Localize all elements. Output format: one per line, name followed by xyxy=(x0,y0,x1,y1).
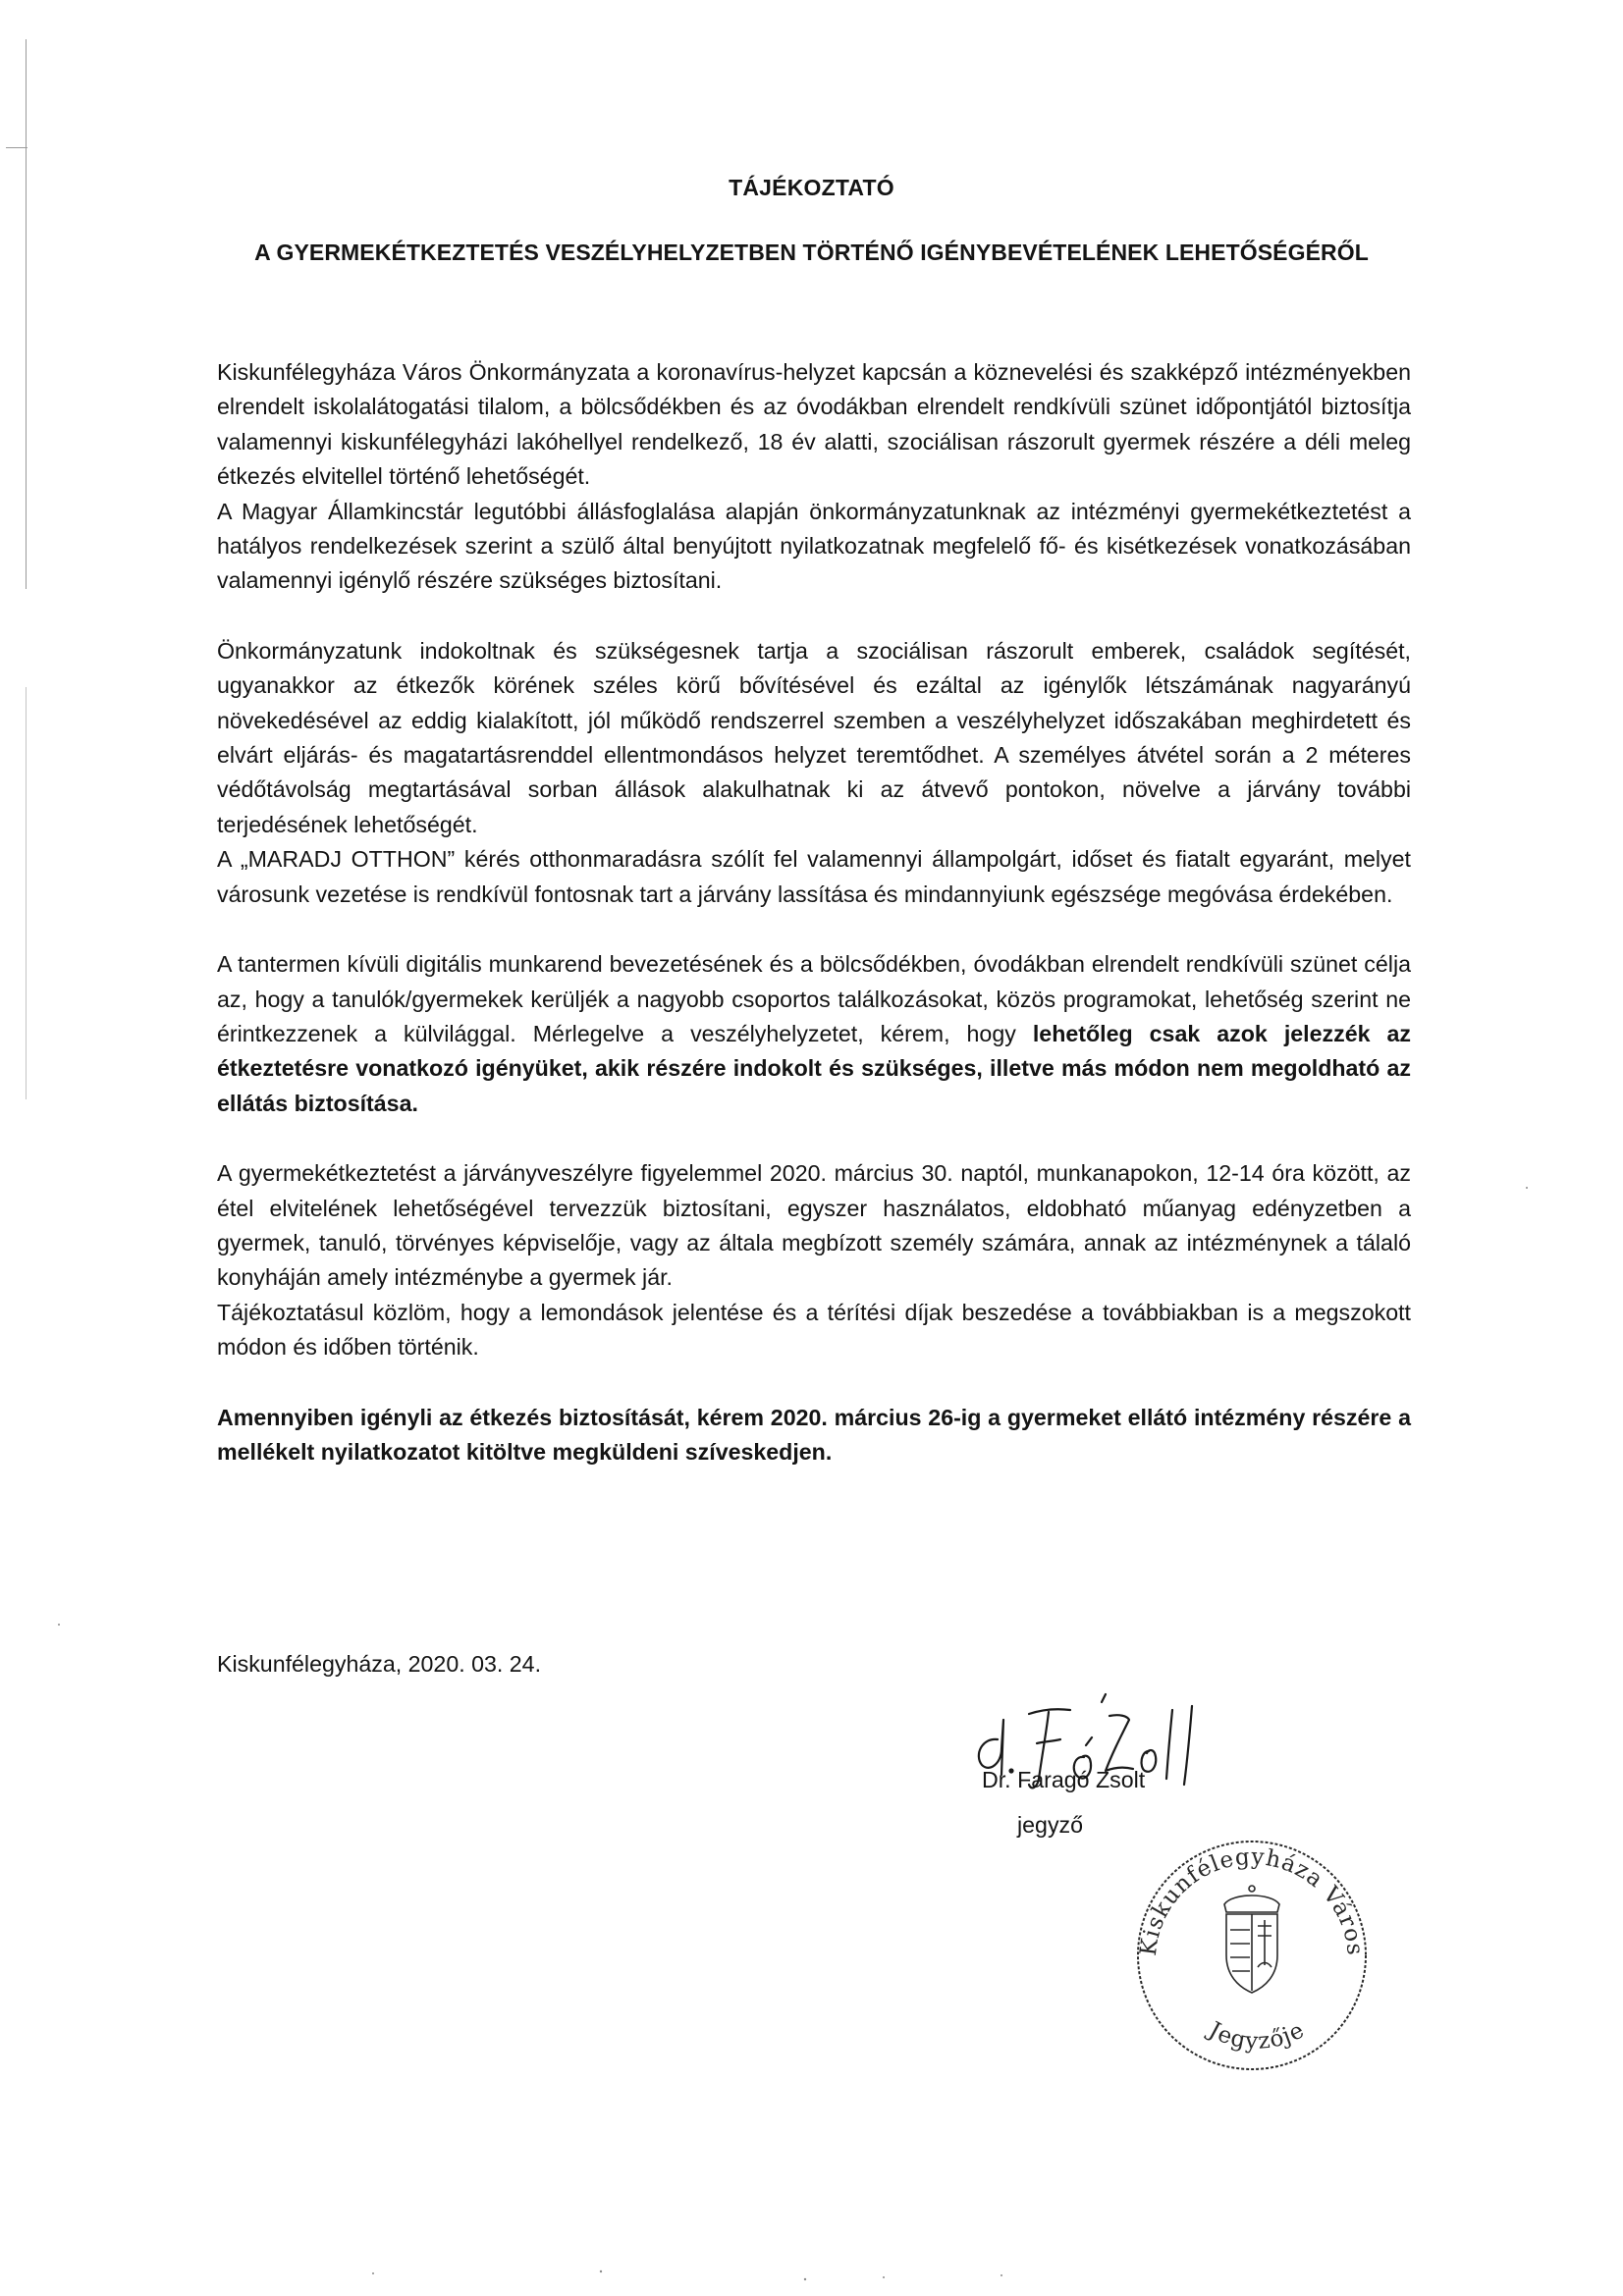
stamp-text-top: Kiskunfélegyháza Város xyxy=(1135,1843,1369,1957)
paragraph: Önkormányzatunk indokoltnak és szükségesnek tartja a szociálisan rászorult emberek, családok segítését, ugyanakkor az étkezők körének széles körű bővítésével és ezáltal az igénylők létszámának nagyarányú növekedésével az eddig kialakított, jól működő rendszerrel szemben a veszélyhelyzet időszakában meghirdetett és elvárt eljárás- és magatartásrenddel ellentmondásos helyzet teremtődhet. A személyes átvétel során a 2 méteres védőtávolság megtartásával sorban állások alakulhatnak ki az átvevő pontokon, növelve a járvány további terjedésének lehetőségét. xyxy=(217,637,1411,837)
paragraph: A gyermekétkeztetést a járványveszélyre figyelemmel 2020. március 30. naptól, munkanapokon, 12-14 óra között, az étel elvitelének lehetőségével tervezzük biztosítani, egyszer használatos, eldobható műanyag edényzetben a gyermek, tanuló, törvényes képviselője, vagy az általa megbízott személy számára, annak az intézménynek a tálaló konyháján amely intézménybe a gyermek jár. xyxy=(217,1160,1411,1291)
paragraph: Tájékoztatásul közlöm, hogy a lemondások jelentése és a térítési díjak beszedése a továbbiakban is a megszokott módon és időben történik. xyxy=(217,1299,1411,1361)
document-subtitle: A GYERMEKÉTKEZTETÉS VESZÉLYHELYZETBEN TÖRTÉNŐ IGÉNYBEVÉTELÉNEK LEHETŐSÉGÉRŐL xyxy=(254,240,1369,265)
paragraph-text: A tantermen kívüli digitális munkarend bevezetésének és a bölcsődékben, óvodákban elrendelt rendkívüli szünet célja az, hogy a tanulók/gyermekek kerüljék a nagyobb csoportos találkozásokat, közös programokat, lehetőség szerint ne érintkezzenek a külvilággal. Mérlegelve a veszélyhelyzetet, kérem, hogy xyxy=(217,951,1411,1046)
paragraph: A „MARADJ OTTHON” kérés otthonmaradásra szólít fel valamennyi állampolgárt, időset és fiatalt egyaránt, melyet városunk vezetése is rendkívül fontosnak tart a járvány lassítása és mindannyiunk egészsége megóvása érdekében. xyxy=(217,846,1411,907)
signer-name: Dr. Faragó Zsolt xyxy=(982,1767,1146,1792)
paragraph: A Magyar Államkincstár legutóbbi állásfoglalása alapján önkormányzatunknak az intézményi gyermekétkeztetést a hatályos rendelkezések szerint a szülő által benyújtott nyilatkozatnak megfelelő fő- és kisétkezések vonatkozásában valamennyi igénylő részére szükséges biztosítani. xyxy=(217,498,1411,594)
stamp-text-bottom: Jegyzője xyxy=(1204,2017,1310,2055)
emphasized-text: lehetőleg csak azok jelezzék az étkeztetésre vonatkozó igényüket, akik részére indokolt és szükséges, illetve más módon nem megoldható az ellátás biztosítása. xyxy=(217,1020,1411,1116)
closing-request: Amennyiben igényli az étkezés biztosítását, kérem 2020. március 26-ig a gyermeket ellátó intézmény részére a mellékelt nyilatkozatot kitöltve megküldeni szíveskedjen. xyxy=(217,1404,1411,1465)
paragraph: Kiskunfélegyháza Város Önkormányzata a koronavírus-helyzet kapcsán a köznevelési és szakképző intézményekben elrendelt iskolalátogatási tilalom, a bölcsődékben és az óvodákban elrendelt rendkívüli szünet időpontjától biztosítja valamennyi kiskunfélegyházi lakóhellyel rendelkező, 18 év alatti, szociálisan rászorult gyermek részére a déli meleg étkezés elvitellel történő lehetőségét. xyxy=(217,359,1411,490)
signer-title: jegyző xyxy=(1017,1812,1084,1838)
date-line: Kiskunfélegyháza, 2020. 03. 24. xyxy=(217,1651,542,1677)
document-title: TÁJÉKOZTATÓ xyxy=(729,175,894,200)
